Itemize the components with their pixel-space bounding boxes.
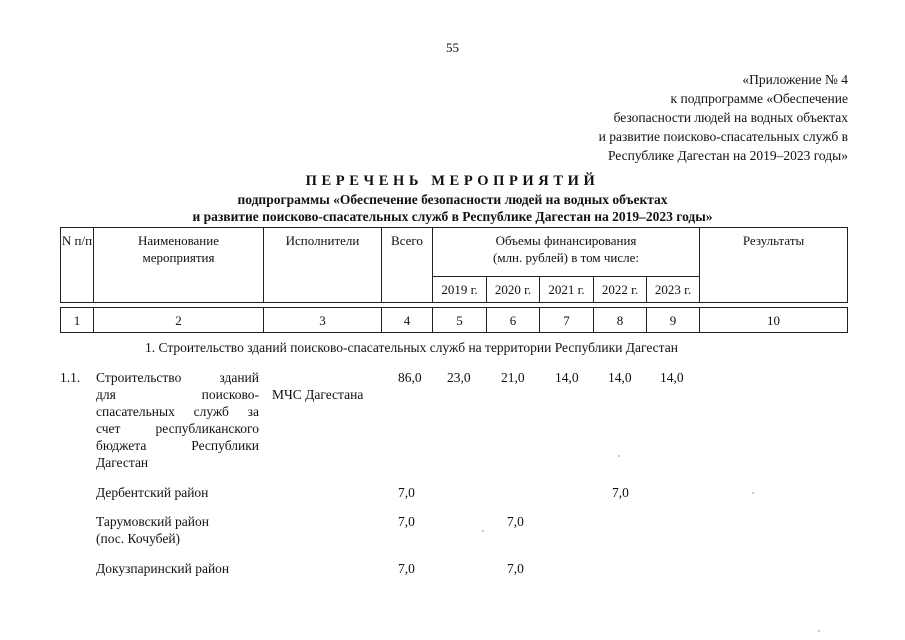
header-num: N п/п bbox=[61, 228, 94, 303]
row-executor: МЧС Дагестана bbox=[272, 387, 364, 402]
row-total: 86,0 bbox=[398, 370, 422, 385]
column-number: 1 bbox=[61, 308, 94, 333]
header-year: 2021 г. bbox=[540, 276, 594, 302]
row-name-line: Строительство зданий bbox=[96, 370, 259, 385]
row-name-line: бюджета Республики bbox=[96, 438, 259, 453]
scan-speck bbox=[618, 455, 620, 457]
column-number: 2 bbox=[94, 308, 264, 333]
row-2020: 7,0 bbox=[507, 514, 524, 529]
appendix-line: Республике Дагестан на 2019–2023 годы» bbox=[607, 148, 848, 163]
column-number: 8 bbox=[594, 308, 647, 333]
subtitle-line: подпрограммы «Обеспечение безопасности людей на водных объектах bbox=[237, 192, 668, 207]
row-2020: 21,0 bbox=[501, 370, 525, 385]
row-name-line: счет республиканского bbox=[96, 421, 259, 436]
row-2021: 14,0 bbox=[555, 370, 579, 385]
row-total: 7,0 bbox=[398, 514, 415, 529]
section-heading: 1. Строительство зданий поисково-спасательных служб на территории Республики Дагестан bbox=[145, 340, 678, 355]
header-year: 2019 г. bbox=[433, 276, 487, 302]
row-name-line: (пос. Кочубей) bbox=[96, 531, 181, 546]
row-name-line: Тарумовский район bbox=[96, 514, 209, 529]
header-year: 2022 г. bbox=[594, 276, 647, 302]
row-2023: 14,0 bbox=[660, 370, 684, 385]
header-name: Наименование мероприятия bbox=[94, 228, 264, 303]
row-name-line: для поисково- bbox=[96, 387, 259, 402]
header-results: Результаты bbox=[700, 228, 848, 303]
column-number: 4 bbox=[382, 308, 433, 333]
column-number: 5 bbox=[433, 308, 487, 333]
row-total: 7,0 bbox=[398, 561, 415, 576]
row-2022: 7,0 bbox=[612, 485, 629, 500]
header-financing: Объемы финансирования (млн. рублей) в том числе: bbox=[433, 228, 700, 277]
row-name-line: спасательных служб за bbox=[96, 404, 259, 419]
column-number: 3 bbox=[264, 308, 382, 333]
header-executors: Исполнители bbox=[264, 228, 382, 303]
row-total: 7,0 bbox=[398, 485, 415, 500]
row-name: Дербентский район bbox=[96, 485, 209, 500]
appendix-line: безопасности людей на водных объектах bbox=[613, 110, 848, 125]
row-2020: 7,0 bbox=[507, 561, 524, 576]
column-number: 9 bbox=[647, 308, 700, 333]
document-title: ПЕРЕЧЕНЬ МЕРОПРИЯТИЙ bbox=[305, 173, 600, 189]
document-subtitle bbox=[0, 191, 905, 225]
row-name bbox=[96, 513, 209, 547]
row-2019: 23,0 bbox=[447, 370, 471, 385]
header-year: 2020 г. bbox=[487, 276, 540, 302]
header-year: 2023 г. bbox=[647, 276, 700, 302]
row-number: 1.1. bbox=[60, 370, 81, 385]
column-number: 7 bbox=[540, 308, 594, 333]
scan-speck bbox=[818, 630, 820, 632]
column-number: 6 bbox=[487, 308, 540, 333]
column-number: 10 bbox=[700, 308, 848, 333]
scan-speck bbox=[752, 492, 754, 494]
scan-speck bbox=[482, 530, 484, 532]
header-total: Всего bbox=[382, 228, 433, 303]
row-2022: 14,0 bbox=[608, 370, 632, 385]
appendix-line: к подпрограмме «Обеспечение bbox=[670, 91, 848, 106]
row-name bbox=[96, 369, 259, 471]
row-name: Докузпаринский район bbox=[96, 561, 230, 576]
appendix-note bbox=[599, 70, 848, 165]
header-table bbox=[60, 227, 848, 333]
appendix-line: и развитие поисково-спасательных служб в bbox=[598, 129, 848, 144]
appendix-line: «Приложение № 4 bbox=[742, 72, 848, 87]
row-name-line: Дагестан bbox=[96, 455, 149, 470]
page-number: 55 bbox=[446, 40, 459, 55]
subtitle-line: и развитие поисково-спасательных служб в Республике Дагестан на 2019–2023 годы» bbox=[192, 209, 713, 224]
